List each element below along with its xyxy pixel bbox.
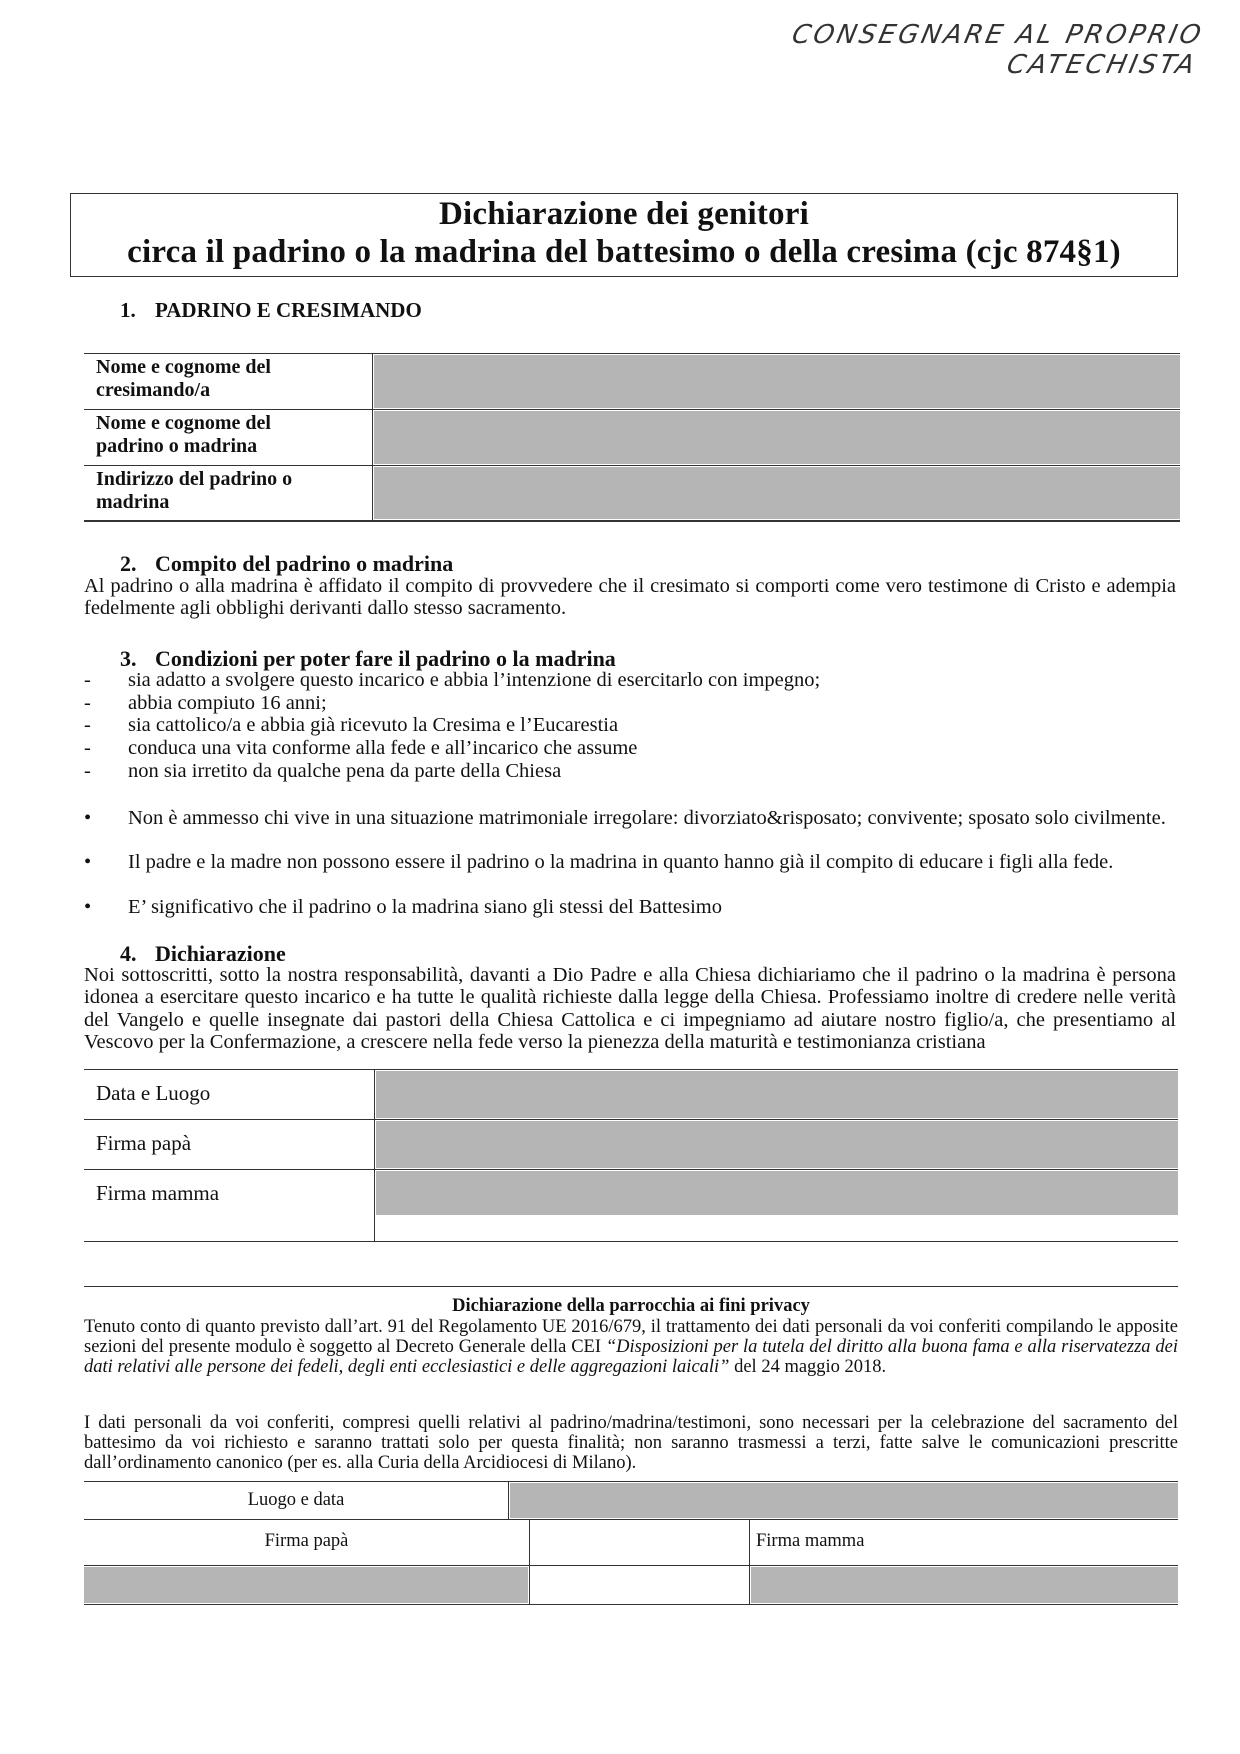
document-title: Dichiarazione dei genitori: [439, 196, 809, 232]
privacy-heading: Dichiarazione della parrocchia ai fini privacy: [452, 1296, 810, 1316]
section1-number: 1.: [120, 298, 136, 322]
condition-item: - sia cattolico/a e abbia già ricevuto la Cresima e l’Eucarestia: [84, 714, 619, 736]
condition-item: - conduca una vita conforme alla fede e all’incarico che assume: [84, 737, 638, 759]
privacy-mother-signature-label: Firma mamma: [756, 1531, 865, 1551]
table-row: [84, 465, 1180, 520]
row-label-godparent: Nome e cognome del padrino o madrina: [96, 412, 271, 457]
table-row: [84, 409, 1180, 465]
place-date-label: Luogo e data: [247, 1490, 345, 1510]
section4-text: Noi sottoscritti, sotto la nostra responsabilità, davanti a Dio Padre e alla Chiesa dichiariamo che il padrino o la madrina è persona idonea a esercitare questo incarico e ha tutte le qualità richieste dalla legge della Chiesa. Professiamo inoltre di credere nelle verità del Vangelo e quelle insegnate dai pastori della Chiesa Cattolica e ci impegniamo ad aiutare nostro figlio/a, che presentiamo al Vescovo per la Confermazione, a crescere nella fede verso la pienezza della maturità e testimonianza cristiana: [84, 964, 1176, 1054]
section2-heading: [120, 551, 453, 577]
table-row: [84, 1119, 1178, 1169]
condition-item: - non sia irretito da qualche pena da parte della Chiesa: [84, 760, 562, 782]
condition-item: - abbia compiuto 16 anni;: [84, 692, 327, 714]
section2-text: Al padrino o alla madrina è affidato il compito di provvedere che il cresimato si comporti come vero testimone di Cristo e adempia fedelmente agli obblighi derivanti dallo stesso sacramento.: [84, 575, 1176, 620]
privacy-mother-signature-field[interactable]: [751, 1567, 1178, 1603]
section4-title: Dichiarazione: [155, 941, 286, 966]
privacy-father-signature-label: Firma papà: [264, 1531, 349, 1551]
section4-number: 4.: [120, 941, 137, 966]
note-item: • Il padre e la madre non possono essere il padrino o la madrina in quanto hanno già il compito di educare i figli alla fede.: [84, 851, 1114, 873]
section2-number: 2.: [120, 551, 137, 576]
section2-title: Compito del padrino o madrina: [155, 551, 454, 576]
parents-signature-table: [84, 1069, 1178, 1241]
section3-number: 3.: [120, 646, 137, 671]
privacy-paragraph-1: Tenuto conto di quanto previsto dall’art. 91 del Regolamento UE 2016/679, il trattamento dei dati personali da voi conferiti compilando le apposite sezioni del presente modulo è soggetto al Decreto Generale della CEI “Disposizioni per la tutela del diritto alla buona fama e alla riservatezza dei dati relativi alle persone dei fedeli, degli enti ecclesiastici e delle aggregazioni laicali” del 24 maggio 2018.: [84, 1317, 1178, 1377]
place-date-field[interactable]: [510, 1483, 1178, 1518]
mother-signature-label: Firma mamma: [96, 1181, 220, 1205]
divider: [84, 1286, 1178, 1287]
condition-item: - sia adatto a svolgere questo incarico e abbia l’intenzione di esercitarlo con impegno;: [84, 669, 821, 691]
godparent-name-field[interactable]: [374, 411, 1180, 464]
father-signature-label: Firma papà: [96, 1131, 192, 1155]
note-item: • E’ significativo che il padrino o la madrina siano gli stessi del Battesimo: [84, 896, 722, 918]
title-box: [70, 193, 1178, 277]
section1-title: PADRINO E CRESIMANDO: [155, 298, 422, 322]
godparent-address-field[interactable]: [374, 467, 1180, 519]
date-place-field[interactable]: [376, 1071, 1178, 1118]
privacy-signature-table: [84, 1481, 1178, 1604]
table-row: [84, 1069, 1178, 1119]
row-label-candidate: Nome e cognome del cresimando/a: [96, 356, 271, 401]
father-signature-field[interactable]: [376, 1121, 1178, 1168]
note-item: • Non è ammesso chi vive in una situazione matrimoniale irregolare: divorziato&risposato; convivente; sposato solo civilmente.: [84, 807, 1166, 829]
section3-title: Condizioni per poter fare il padrino o la madrina: [155, 646, 616, 671]
handwritten-note: CONSEGNARE AL PROPRIO CATECHISTA: [789, 20, 1207, 80]
date-place-label: Data e Luogo: [96, 1081, 211, 1105]
privacy-middle-empty-cell: [531, 1521, 747, 1564]
section1-heading: [120, 298, 422, 323]
row-label-address: Indirizzo del padrino o madrina: [96, 468, 293, 513]
privacy-father-signature-field[interactable]: [84, 1567, 528, 1603]
candidate-name-field[interactable]: [374, 355, 1180, 408]
godparent-table: [84, 353, 1180, 520]
table-row: [84, 1169, 1178, 1241]
mother-signature-field[interactable]: [376, 1171, 1178, 1215]
privacy-paragraph-2: I dati personali da voi conferiti, compresi quelli relativi al padrino/madrina/testimoni, sono necessari per la celebrazione del sacramento del battesimo da voi richiesto e saranno trattati solo per questa finalità; non saranno trasmessi a terzi, fatte salve le comunicazioni prescritte dall’ordinamento canonico (per es. alla Curia della Arcidiocesi di Milano).: [84, 1413, 1178, 1473]
table-row: [84, 353, 1180, 409]
document-subtitle: circa il padrino o la madrina del battesimo o della cresima (cjc 874§1): [127, 234, 1121, 270]
